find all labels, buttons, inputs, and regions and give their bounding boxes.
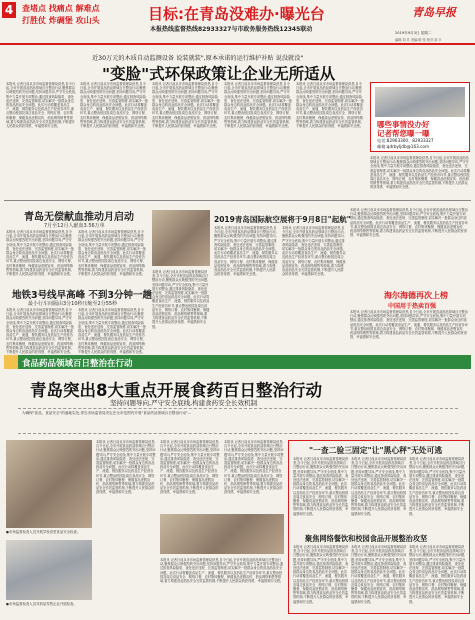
blood-subtitle: 7月至12月人献血3.56万单 — [44, 223, 105, 229]
hotline-box — [370, 82, 470, 152]
banner-accent — [4, 355, 18, 369]
blood-title: 青岛无偿献血推动月启动 — [24, 212, 134, 223]
hotline-line-1: 哪些事情没办好 — [377, 120, 430, 129]
right-feature-box — [288, 440, 470, 614]
feature-title: 青岛突出8大重点开展食药百日整治行动 — [30, 381, 322, 400]
hotline-phone: 电话:82963300、82933327 — [377, 138, 434, 143]
center-photo — [152, 210, 210, 266]
feature-col-4: 本报讯 记者日前从市市场监督管理局获悉,自今日起,全市开展食品药品领域百日整治行动,聚焦群众反映强烈的突出问题,坚持问题导向,严守安全底线,集中力量开展专项整治,通过排查风险隐患、查处违法违规、完善监管制度,切实解决一批群众身边的食品药品安全问题。此次行动将覆盖食品生产、流通、餐饮服务以及药品生产经营各环节,重点整治校园及周边食品安全、网络订餐、农村集体聚餐、保健食品虚假宣传、药品网络销售等领域,着力构建食品药品安全长效监管机制,不断提升人民群众的获得感、幸福感和安全感。 — [160, 558, 284, 584]
scale-col-3: 本报讯 记者日前从市市场监督管理局获悉,自今日起,全市开展食品药品领域百日整治行动,聚焦群众反映强烈的突出问题,坚持问题导向,严守安全底线,集中力量开展专项整治,通过排查风险隐患、查处违法违规、完善监管制度,切实解决一批群众身边的食品药品安全问题。此次行动将覆盖食品生产、流通、餐饮服务以及药品生产经营各环节,重点整治校园及周边食品安全、网络订餐、农村集体聚餐、保健食品虚假宣传、药品网络销售等领域,着力构建食品药品安全长效监管机制,不断提升人民群众的获得感、幸福感和安全感。 — [409, 457, 467, 516]
metro-col-1: 本报讯 记者日前从市市场监督管理局获悉,自今日起,全市开展食品药品领域百日整治行动,聚焦群众反映强烈的突出问题,坚持问题导向,严守安全底线,集中力量开展专项整治,通过排查风险隐患、查处违法违规、完善监管制度,切实解决一批群众身边的食品药品安全问题。此次行动将覆盖食品生产、流通、餐饮服务以及药品生产经营各环节,重点整治校园及周边食品安全、网络订餐、农村集体聚餐、保健食品虚假宣传、药品网络销售等领域,着力构建食品药品安全长效监管机制,不断提升人民群众的获得感、幸福感和安全感。 — [6, 308, 74, 355]
airshow-col-2: 本报讯 记者日前从市市场监督管理局获悉,自今日起,全市开展食品药品领域百日整治行动,聚焦群众反映强烈的突出问题,坚持问题导向,严守安全底线,集中力量开展专项整治,通过排查风险隐患、查处违法违规、完善监管制度,切实解决一批群众身边的食品药品安全问题。此次行动将覆盖食品生产、流通、餐饮服务以及药品生产经营各环节,重点整治校园及周边食品安全、网络订餐、农村集体聚餐、保健食品虚假宣传、药品网络销售等领域,着力构建食品药品安全长效监管机制,不断提升人民群众的获得感、幸福感和安全感。 — [282, 226, 346, 277]
caption-2: ●市场监督检查人员对药品零售企业开展检查。 — [6, 602, 77, 606]
lead-title: "变脸"式环保政策让企业无所适从 — [102, 65, 336, 83]
lead-kicker: 近30万元的木质自动监测设备 说装就装",原本承诺的运行维护补贴 说没就没" — [92, 55, 304, 62]
blood-col-2: 本报讯 记者日前从市市场监督管理局获悉,自今日起,全市开展食品药品领域百日整治行动,聚焦群众反映强烈的突出问题,坚持问题导向,严守安全底线,集中力量开展专项整治,通过排查风险隐患、查处违法违规、完善监管制度,切实解决一批群众身边的食品药品安全问题。此次行动将覆盖食品生产、流通、餐饮服务以及药品生产经营各环节,重点整治校园及周边食品安全、网络订餐、农村集体聚餐、保健食品虚假宣传、药品网络销售等领域,着力构建食品药品安全长效监管机制,不断提升人民群众的获得感、幸福感和安全感。 — [78, 230, 146, 277]
lead-col-1: 本报讯 记者日前从市市场监督管理局获悉,自今日起,全市开展食品药品领域百日整治行动,聚焦群众反映强烈的突出问题,坚持问题导向,严守安全底线,集中力量开展专项整治,通过排查风险隐患、查处违法违规、完善监管制度,切实解决一批群众身边的食品药品安全问题。此次行动将覆盖食品生产、流通、餐饮服务以及药品生产经营各环节,重点整治校园及周边食品安全、网络订餐、农村集体聚餐、保健食品虚假宣传、药品网络销售等领域,着力构建食品药品安全长效监管机制,不断提升人民群众的获得感、幸福感和安全感。 — [6, 82, 76, 129]
airshow-col-1: 本报讯 记者日前从市市场监督管理局获悉,自今日起,全市开展食品药品领域百日整治行动,聚焦群众反映强烈的突出问题,坚持问题导向,严守安全底线,集中力量开展专项整治,通过排查风险隐患、查处违法违规、完善监管制度,切实解决一批群众身边的食品药品安全问题。此次行动将覆盖食品生产、流通、餐饮服务以及药品生产经营各环节,重点整治校园及周边食品安全、网络订餐、农村集体聚餐、保健食品虚假宣传、药品网络销售等领域,着力构建食品药品安全长效监管机制,不断提升人民群众的获得感、幸福感和安全感。 — [214, 226, 278, 277]
scale-col-1: 本报讯 记者日前从市市场监督管理局获悉,自今日起,全市开展食品药品领域百日整治行动,聚焦群众反映强烈的突出问题,坚持问题导向,严守安全底线,集中力量开展专项整治,通过排查风险隐患、查处违法违规、完善监管制度,切实解决一批群众身边的食品药品安全问题。此次行动将覆盖食品生产、流通、餐饮服务以及药品生产经营各环节,重点整治校园及周边食品安全、网络订餐、农村集体聚餐、保健食品虚假宣传、药品网络销售等领域,着力构建食品药品安全长效监管机制,不断提升人民群众的获得感、幸福感和安全感。 — [293, 457, 349, 516]
masthead-rule — [0, 43, 475, 45]
feature-col-1: 本报讯 记者日前从市市场监督管理局获悉,自今日起,全市开展食品药品领域百日整治行动,聚焦群众反映强烈的突出问题,坚持问题导向,严守安全底线,集中力量开展专项整治,通过排查风险隐患、查处违法违规、完善监管制度,切实解决一批群众身边的食品药品安全问题。此次行动将覆盖食品生产、流通、餐饮服务以及药品生产经营各环节,重点整治校园及周边食品安全、网络订餐、农村集体聚餐、保健食品虚假宣传、药品网络销售等领域,着力构建食品药品安全长效监管机制,不断提升人民群众的获得感、幸福感和安全感。 — [96, 440, 156, 495]
left-slogan-1: 查堵点 找痛点 解难点 — [22, 4, 100, 13]
airshow-col-3: 本报讯 记者日前从市市场监督管理局获悉,自今日起,全市开展食品药品领域百日整治行动,聚焦群众反映强烈的突出问题,坚持问题导向,严守安全底线,集中力量开展专项整治,通过排查风险隐患、查处违法违规、完善监管制度,切实解决一批群众身边的食品药品安全问题。此次行动将覆盖食品生产、流通、餐饮服务以及药品生产经营各环节,重点整治校园及周边食品安全、网络订餐、农村集体聚餐、保健食品虚假宣传、药品网络销售等领域,着力构建食品药品安全长效监管机制,不断提升人民群众的获得感、幸福感和安全感。 — [350, 208, 468, 238]
caption-1: ●市场监督检查人员开展学校食堂食品安全检查。 — [6, 530, 81, 534]
feature-col-2: 本报讯 记者日前从市市场监督管理局获悉,自今日起,全市开展食品药品领域百日整治行动,聚焦群众反映强烈的突出问题,坚持问题导向,严守安全底线,集中力量开展专项整治,通过排查风险隐患、查处违法违规、完善监管制度,切实解决一批群众身边的食品药品安全问题。此次行动将覆盖食品生产、流通、餐饮服务以及药品生产经营各环节,重点整治校园及周边食品安全、网络订餐、农村集体聚餐、保健食品虚假宣传、药品网络销售等领域,着力构建食品药品安全长效监管机制,不断提升人民群众的获得感、幸福感和安全感。 — [160, 440, 220, 495]
online-food-title: 聚焦网络餐饮和校园食品开展整治攻坚 — [305, 534, 428, 543]
feature-subtitle: 坚持问题导向,严守安全底线,构建食药安全长效机制 — [110, 399, 258, 407]
masthead — [0, 0, 475, 44]
feature-intro — [18, 408, 458, 434]
hotline-email: 邮箱:qdrbyljdb@163.com — [377, 144, 430, 149]
scale-col-2: 本报讯 记者日前从市市场监督管理局获悉,自今日起,全市开展食品药品领域百日整治行动,聚焦群众反映强烈的突出问题,坚持问题导向,严守安全底线,集中力量开展专项整治,通过排查风险隐患、查处违法违规、完善监管制度,切实解决一批群众身边的食品药品安全问题。此次行动将覆盖食品生产、流通、餐饮服务以及药品生产经营各环节,重点整治校园及周边食品安全、网络订餐、农村集体聚餐、保健食品虚假宣传、药品网络销售等领域,着力构建食品药品安全长效监管机制,不断提升人民群众的获得感、幸福感和安全感。 — [351, 457, 407, 516]
scale-title: "一查二验三固定"让"黑心秤"无处可逃 — [309, 446, 443, 455]
haier-title: 海尔海德再次上榜 — [384, 291, 448, 300]
haier-col: 本报讯 记者日前从市市场监督管理局获悉,自今日起,全市开展食品药品领域百日整治行动,聚焦群众反映强烈的突出问题,坚持问题导向,严守安全底线,集中力量开展专项整治,通过排查风险隐患、查处违法违规、完善监管制度,切实解决一批群众身边的食品药品安全问题。此次行动将覆盖食品生产、流通、餐饮服务以及药品生产经营各环节,重点整治校园及周边食品安全、网络订餐、农村集体聚餐、保健食品虚假宣传、药品网络销售等领域,着力构建食品药品安全长效监管机制,不断提升人民群众的获得感、幸福感和安全感。 — [350, 310, 468, 340]
hotline-line-2: 记者帮您曝一曝 — [377, 129, 430, 138]
photo-pharmacy — [6, 540, 92, 600]
lead-col-5: 本报讯 记者日前从市市场监督管理局获悉,自今日起,全市开展食品药品领域百日整治行动,聚焦群众反映强烈的突出问题,坚持问题导向,严守安全底线,集中力量开展专项整治,通过排查风险隐患、查处违法违规、完善监管制度,切实解决一批群众身边的食品药品安全问题。此次行动将覆盖食品生产、流通、餐饮服务以及药品生产经营各环节,重点整治校园及周边食品安全、网络订餐、农村集体聚餐、保健食品虚假宣传、药品网络销售等领域,着力构建食品药品安全长效监管机制,不断提升人民群众的获得感、幸福感和安全感。 — [296, 82, 364, 129]
online-col-3: 本报讯 记者日前从市市场监督管理局获悉,自今日起,全市开展食品药品领域百日整治行动,聚焦群众反映强烈的突出问题,坚持问题导向,严守安全底线,集中力量开展专项整治,通过排查风险隐患、查处违法违规、完善监管制度,切实解决一批群众身边的食品药品安全问题。此次行动将覆盖食品生产、流通、餐饮服务以及药品生产经营各环节,重点整治校园及周边食品安全、网络订餐、农村集体聚餐、保健食品虚假宣传、药品网络销售等领域,着力构建食品药品安全长效监管机制,不断提升人民群众的获得感、幸福感和安全感。 — [409, 545, 467, 604]
target-title: 目标:在青岛没难办·曝光台 — [148, 5, 325, 23]
newspaper-logo: 青岛早报 — [412, 6, 456, 19]
section-banner-text: 食品药品领域百日整治在行动 — [22, 359, 133, 369]
haier-subtitle: 中国用于热卖百强 — [388, 303, 437, 310]
editor-line: 编辑:刘 苏 美编:陈 张 校对:刘 平 — [395, 38, 442, 42]
divider-1 — [4, 200, 471, 201]
photo-inspection — [160, 514, 284, 554]
metro-col-2: 本报讯 记者日前从市市场监督管理局获悉,自今日起,全市开展食品药品领域百日整治行动,聚焦群众反映强烈的突出问题,坚持问题导向,严守安全底线,集中力量开展专项整治,通过排查风险隐患、查处违法违规、完善监管制度,切实解决一批群众身边的食品药品安全问题。此次行动将覆盖食品生产、流通、餐饮服务以及药品生产经营各环节,重点整治校园及周边食品安全、网络订餐、农村集体聚餐、保健食品虚假宣传、药品网络销售等领域,着力构建食品药品安全长效监管机制,不断提升人民群众的获得感、幸福感和安全感。 — [78, 308, 146, 355]
section-banner — [4, 355, 471, 369]
airshow-title: 2019青岛国际航空展将于9月8日"起航" — [214, 215, 351, 224]
online-col-1: 本报讯 记者日前从市市场监督管理局获悉,自今日起,全市开展食品药品领域百日整治行动,聚焦群众反映强烈的突出问题,坚持问题导向,严守安全底线,集中力量开展专项整治,通过排查风险隐患、查处违法违规、完善监管制度,切实解决一批群众身边的食品药品安全问题。此次行动将覆盖食品生产、流通、餐饮服务以及药品生产经营各环节,重点整治校园及周边食品安全、网络订餐、农村集体聚餐、保健食品虚假宣传、药品网络销售等领域,着力构建食品药品安全长效监管机制,不断提升人民群众的获得感、幸福感和安全感。 — [293, 545, 349, 604]
feature-intro-text: 为确保"食品、食品安全"的落地实处,青岛市场监管局决定在全市范围内开展"食品药品领域百日整治行动"… — [22, 411, 192, 415]
page-number: 4 — [2, 2, 16, 18]
left-slogan-2: 打胜仗 炸碉堡 攻山头 — [22, 16, 100, 25]
feature-col-3: 本报讯 记者日前从市市场监督管理局获悉,自今日起,全市开展食品药品领域百日整治行动,聚焦群众反映强烈的突出问题,坚持问题导向,严守安全底线,集中力量开展专项整治,通过排查风险隐患、查处违法违规、完善监管制度,切实解决一批群众身边的食品药品安全问题。此次行动将覆盖食品生产、流通、餐饮服务以及药品生产经营各环节,重点整治校园及周边食品安全、网络订餐、农村集体聚餐、保健食品虚假宣传、药品网络销售等领域,着力构建食品药品安全长效监管机制,不断提升人民群众的获得感、幸福感和安全感。 — [224, 440, 284, 495]
blood-col-1: 本报讯 记者日前从市市场监督管理局获悉,自今日起,全市开展食品药品领域百日整治行动,聚焦群众反映强烈的突出问题,坚持问题导向,严守安全底线,集中力量开展专项整治,通过排查风险隐患、查处违法违规、完善监管制度,切实解决一批群众身边的食品药品安全问题。此次行动将覆盖食品生产、流通、餐饮服务以及药品生产经营各环节,重点整治校园及周边食品安全、网络订餐、农村集体聚餐、保健食品虚假宣传、药品网络销售等领域,着力构建食品药品安全长效监管机制,不断提升人民群众的获得感、幸福感和安全感。 — [6, 230, 74, 277]
lead-col-3: 本报讯 记者日前从市市场监督管理局获悉,自今日起,全市开展食品药品领域百日整治行动,聚焦群众反映强烈的突出问题,坚持问题导向,严守安全底线,集中力量开展专项整治,通过排查风险隐患、查处违法违规、完善监管制度,切实解决一批群众身边的食品药品安全问题。此次行动将覆盖食品生产、流通、餐饮服务以及药品生产经营各环节,重点整治校园及周边食品安全、网络订餐、农村集体聚餐、保健食品虚假宣传、药品网络销售等领域,着力构建食品药品安全长效监管机制,不断提升人民群众的获得感、幸福感和安全感。 — [152, 82, 220, 129]
lead-col-2: 本报讯 记者日前从市市场监督管理局获悉,自今日起,全市开展食品药品领域百日整治行动,聚焦群众反映强烈的突出问题,坚持问题导向,严守安全底线,集中力量开展专项整治,通过排查风险隐患、查处违法违规、完善监管制度,切实解决一批群众身边的食品药品安全问题。此次行动将覆盖食品生产、流通、餐饮服务以及药品生产经营各环节,重点整治校园及周边食品安全、网络订餐、农村集体聚餐、保健食品虚假宣传、药品网络销售等领域,着力构建食品药品安全长效监管机制,不断提升人民群众的获得感、幸福感和安全感。 — [80, 82, 148, 129]
date-line: 2019年9月3日 星期二 — [395, 31, 432, 35]
photo-school-canteen — [6, 440, 92, 528]
lead-col-6: 本报讯 记者日前从市市场监督管理局获悉,自今日起,全市开展食品药品领域百日整治行动,聚焦群众反映强烈的突出问题,坚持问题导向,严守安全底线,集中力量开展专项整治,通过排查风险隐患、查处违法违规、完善监管制度,切实解决一批群众身边的食品药品安全问题。此次行动将覆盖食品生产、流通、餐饮服务以及药品生产经营各环节,重点整治校园及周边食品安全、网络订餐、农村集体聚餐、保健食品虚假宣传、药品网络销售等领域,着力构建食品药品安全长效监管机制,不断提升人民群众的获得感、幸福感和安全感。 — [370, 156, 470, 190]
hotline-line: 本报热线监督热线82933327与市政务服务热线12345联动 — [150, 26, 313, 33]
online-col-2: 本报讯 记者日前从市市场监督管理局获悉,自今日起,全市开展食品药品领域百日整治行动,聚焦群众反映强烈的突出问题,坚持问题导向,严守安全底线,集中力量开展专项整治,通过排查风险隐患、查处违法违规、完善监管制度,切实解决一批群众身边的食品药品安全问题。此次行动将覆盖食品生产、流通、餐饮服务以及药品生产经营各环节,重点整治校园及周边食品安全、网络订餐、农村集体聚餐、保健食品虚假宣传、药品网络销售等领域,着力构建食品药品安全长效监管机制,不断提升人民群众的获得感、幸福感和安全感。 — [351, 545, 407, 604]
metro-title: 地铁3号线早高峰 不到3分钟一趟 — [12, 290, 153, 301]
metro-subtitle: 最小行车间隔由3分10秒压缩至2分55秒 — [28, 301, 118, 307]
hotline-illustration — [375, 87, 465, 117]
center-col-1: 本报讯 记者日前从市市场监督管理局获悉,自今日起,全市开展食品药品领域百日整治行动,聚焦群众反映强烈的突出问题,坚持问题导向,严守安全底线,集中力量开展专项整治,通过排查风险隐患、查处违法违规、完善监管制度,切实解决一批群众身边的食品药品安全问题。此次行动将覆盖食品生产、流通、餐饮服务以及药品生产经营各环节,重点整治校园及周边食品安全、网络订餐、农村集体聚餐、保健食品虚假宣传、药品网络销售等领域,着力构建食品药品安全长效监管机制,不断提升人民群众的获得感、幸福感和安全感。 — [152, 270, 210, 329]
lead-col-4: 本报讯 记者日前从市市场监督管理局获悉,自今日起,全市开展食品药品领域百日整治行动,聚焦群众反映强烈的突出问题,坚持问题导向,严守安全底线,集中力量开展专项整治,通过排查风险隐患、查处违法违规、完善监管制度,切实解决一批群众身边的食品药品安全问题。此次行动将覆盖食品生产、流通、餐饮服务以及药品生产经营各环节,重点整治校园及周边食品安全、网络订餐、农村集体聚餐、保健食品虚假宣传、药品网络销售等领域,着力构建食品药品安全长效监管机制,不断提升人民群众的获得感、幸福感和安全感。 — [224, 82, 292, 129]
